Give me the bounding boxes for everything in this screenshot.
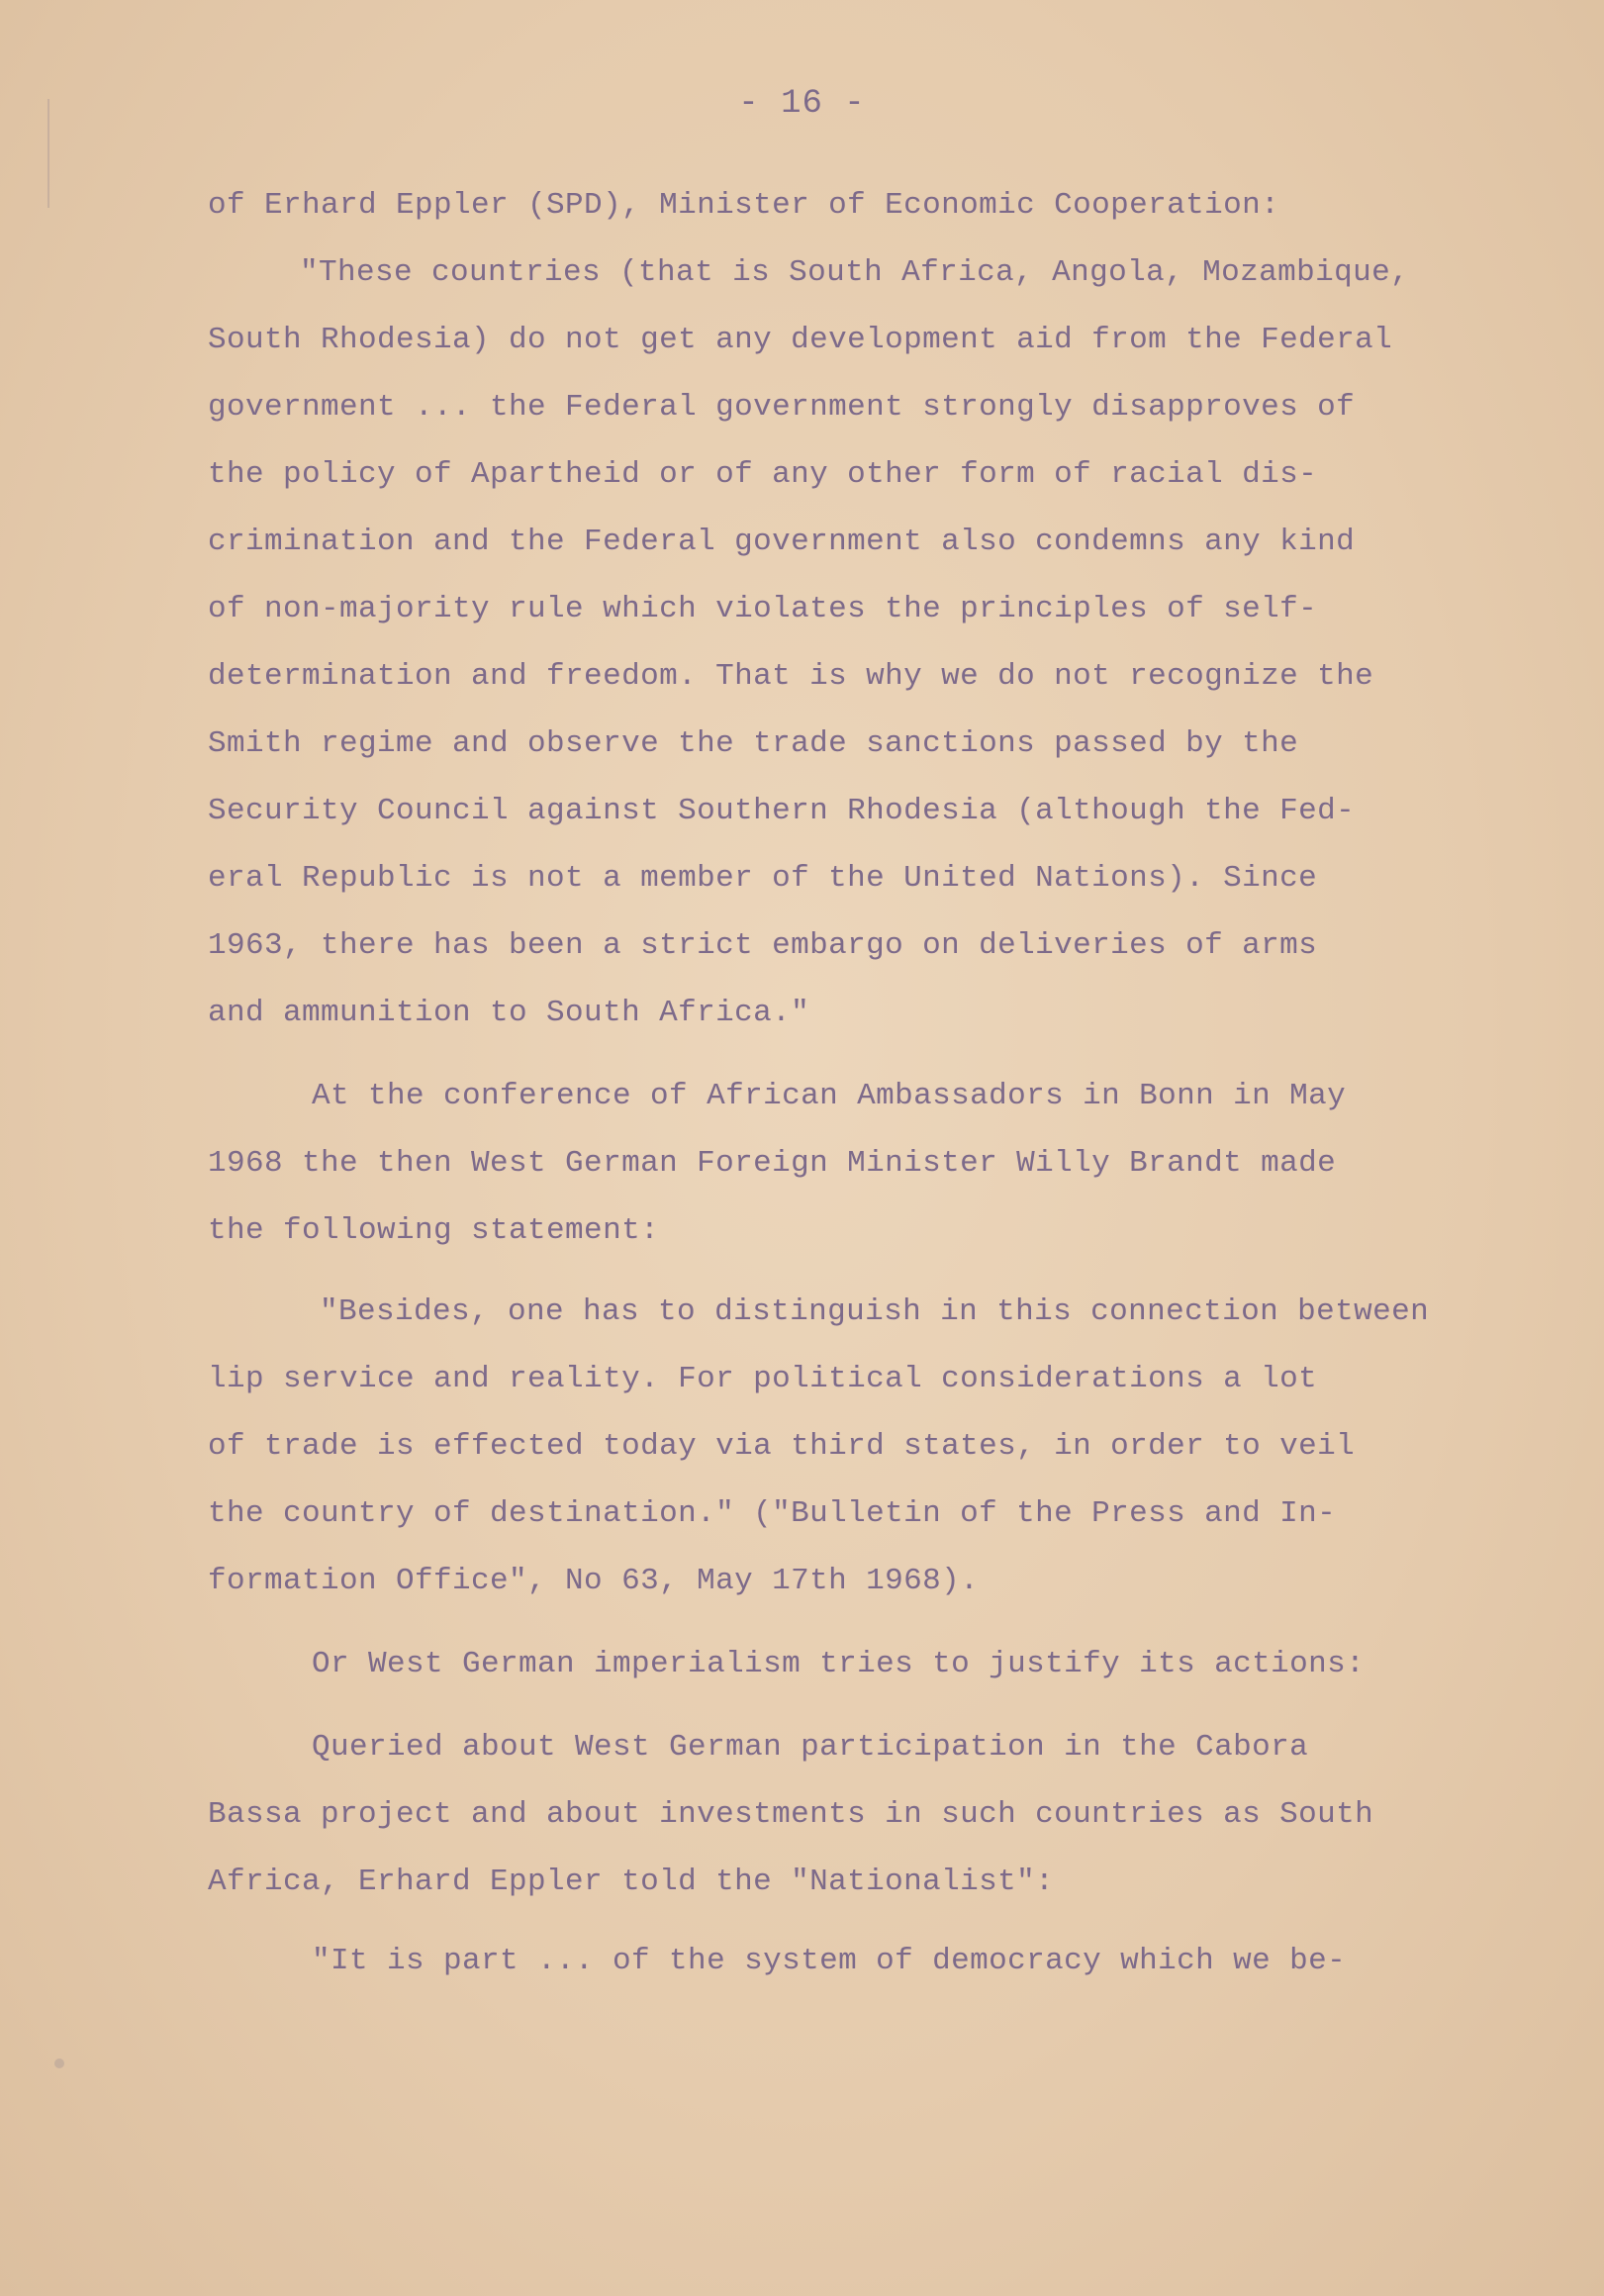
text-line: 1963, there has been a strict embargo on deliveries of arms [208,928,1318,963]
paper-spot [54,2058,64,2068]
text-line: Security Council against Southern Rhodesia (although the Fed- [208,794,1356,828]
text-line: formation Office", No 63, May 17th 1968). [208,1564,980,1598]
text-line: of non-majority rule which violates the principles of self- [208,592,1318,626]
text-line: Bassa project and about investments in such countries as South [208,1797,1374,1832]
text-line: Africa, Erhard Eppler told the "Nationalist": [208,1865,1055,1899]
text-line: crimination and the Federal government also condemns any kind [208,525,1356,559]
text-line: and ammunition to South Africa." [208,996,810,1030]
text-line: the country of destination." ("Bulletin of the Press and In- [208,1496,1337,1531]
page-number: - 16 - [738,85,866,123]
text-line: Queried about West German participation in the Cabora [312,1730,1309,1765]
text-line: Smith regime and observe the trade sanctions passed by the [208,726,1299,761]
binding-mark [47,99,49,208]
text-line: "Besides, one has to distinguish in this connection between [320,1294,1430,1329]
text-line: South Rhodesia) do not get any development aid from the Federal [208,323,1393,357]
text-line: 1968 the then West German Foreign Minister Willy Brandt made [208,1146,1337,1181]
text-line: government ... the Federal government strongly disapproves of [208,390,1356,425]
text-line: Or West German imperialism tries to justify its actions: [312,1647,1366,1681]
text-line: "These countries (that is South Africa, Angola, Mozambique, [300,255,1410,290]
text-line: determination and freedom. That is why we do not recognize the [208,659,1374,694]
text-line: the policy of Apartheid or of any other form of racial dis- [208,457,1318,492]
text-line: of trade is effected today via third states, in order to veil [208,1429,1356,1464]
text-line: At the conference of African Ambassadors in Bonn in May [312,1079,1347,1113]
text-line: lip service and reality. For political considerations a lot [208,1362,1318,1396]
text-line: "It is part ... of the system of democracy which we be- [312,1944,1347,1978]
text-line: of Erhard Eppler (SPD), Minister of Economic Cooperation: [208,188,1280,223]
text-line: eral Republic is not a member of the United Nations). Since [208,861,1318,896]
text-line: the following statement: [208,1213,660,1248]
